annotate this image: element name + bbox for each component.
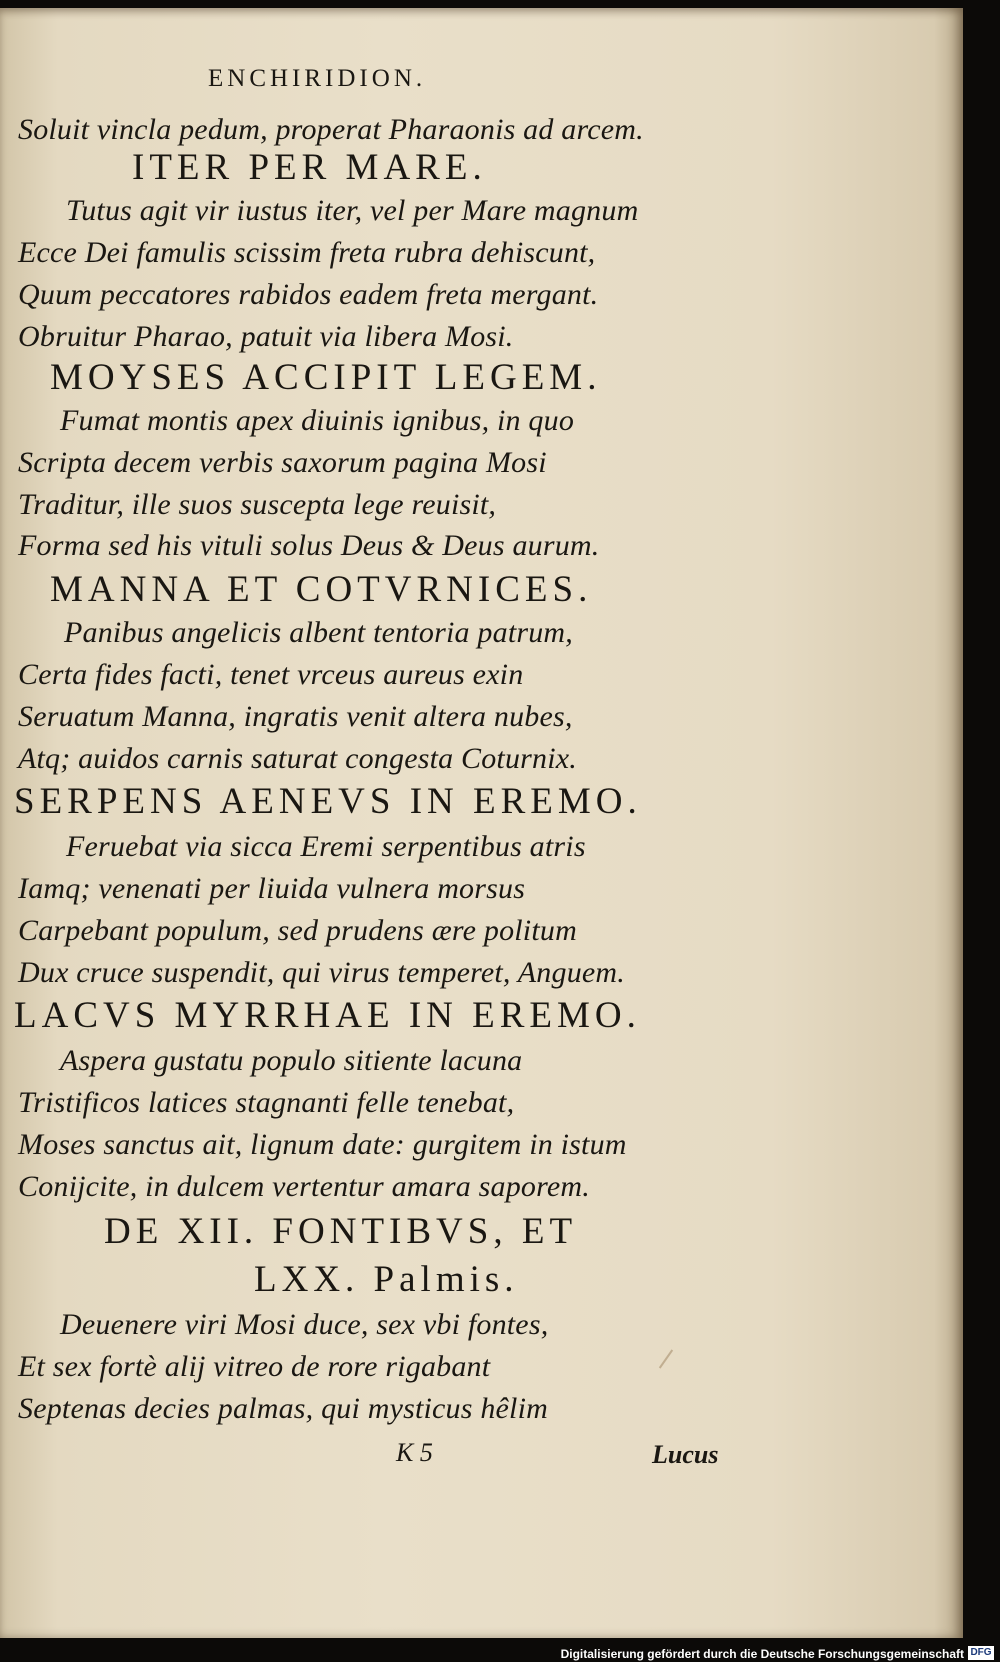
section-heading: MANNA ET COTVRNICES. [50, 569, 593, 610]
verse-line: Scripta decem verbis saxorum pagina Mosi [18, 446, 547, 479]
verse-line: Ecce Dei famulis scissim freta rubra dehiscunt, [18, 236, 596, 269]
catchword: Lucus [652, 1440, 719, 1469]
verse-line: Moses sanctus ait, lignum date: gurgitem in istum [18, 1128, 627, 1161]
ink-mark [659, 1349, 673, 1368]
verse-line: Atq; auidos carnis saturat congesta Coturnix. [18, 742, 577, 775]
verse-line: Quum peccatores rabidos eadem freta mergant. [18, 278, 599, 311]
verse-line: Iamq; venenati per liuida vulnera morsus [18, 872, 526, 905]
verse-line: Tristificos latices stagnanti felle tenebat, [18, 1086, 515, 1119]
verse-line: Seruatum Manna, ingratis venit altera nubes, [18, 700, 573, 733]
verse-line: Panibus angelicis albent tentoria patrum, [64, 616, 574, 649]
verse-line: Soluit vincla pedum, properat Pharaonis ad arcem. [18, 113, 644, 146]
verse-line: Feruebat via sicca Eremi serpentibus atris [66, 830, 586, 863]
section-heading: LXX. Palmis. [254, 1259, 519, 1300]
dfg-logo: DFG [968, 1646, 994, 1660]
funding-credit: Digitalisierung gefördert durch die Deutsche Forschungsgemeinschaft [560, 1647, 964, 1661]
verse-line: Certa fides facti, tenet vrceus aureus exin [18, 658, 524, 691]
verse-line: Dux cruce suspendit, qui virus temperet, Anguem. [18, 956, 625, 989]
verse-line: Conijcite, in dulcem vertentur amara saporem. [18, 1170, 590, 1203]
verse-line: Et sex fortè alij vitreo de rore rigabant [18, 1350, 491, 1383]
verse-line: Obruitur Pharao, patuit via libera Mosi. [18, 320, 514, 353]
section-heading: LACVS MYRRHAE IN EREMO. [14, 995, 641, 1036]
section-heading: DE XII. FONTIBVS, ET [104, 1211, 578, 1252]
verse-line: Deuenere viri Mosi duce, sex vbi fontes, [60, 1308, 549, 1341]
section-heading: ITER PER MARE. [132, 147, 487, 188]
verse-line: Carpebant populum, sed prudens ære politum [18, 914, 577, 947]
signature-mark: K 5 [396, 1438, 433, 1467]
verse-line: Septenas decies palmas, qui mysticus hêlim [18, 1392, 548, 1425]
book-page [0, 8, 963, 1638]
verse-line: Forma sed his vituli solus Deus & Deus aurum. [18, 529, 600, 562]
verse-line: Fumat montis apex diuinis ignibus, in quo [60, 404, 575, 437]
section-heading: MOYSES ACCIPIT LEGEM. [50, 357, 602, 398]
verse-line: Traditur, ille suos suscepta lege reuisit, [18, 488, 497, 521]
running-head: ENCHIRIDION. [208, 65, 427, 92]
verse-line: Aspera gustatu populo sitiente lacuna [60, 1044, 523, 1077]
verse-line: Tutus agit vir iustus iter, vel per Mare magnum [66, 194, 639, 227]
section-heading: SERPENS AENEVS IN EREMO. [14, 781, 642, 822]
